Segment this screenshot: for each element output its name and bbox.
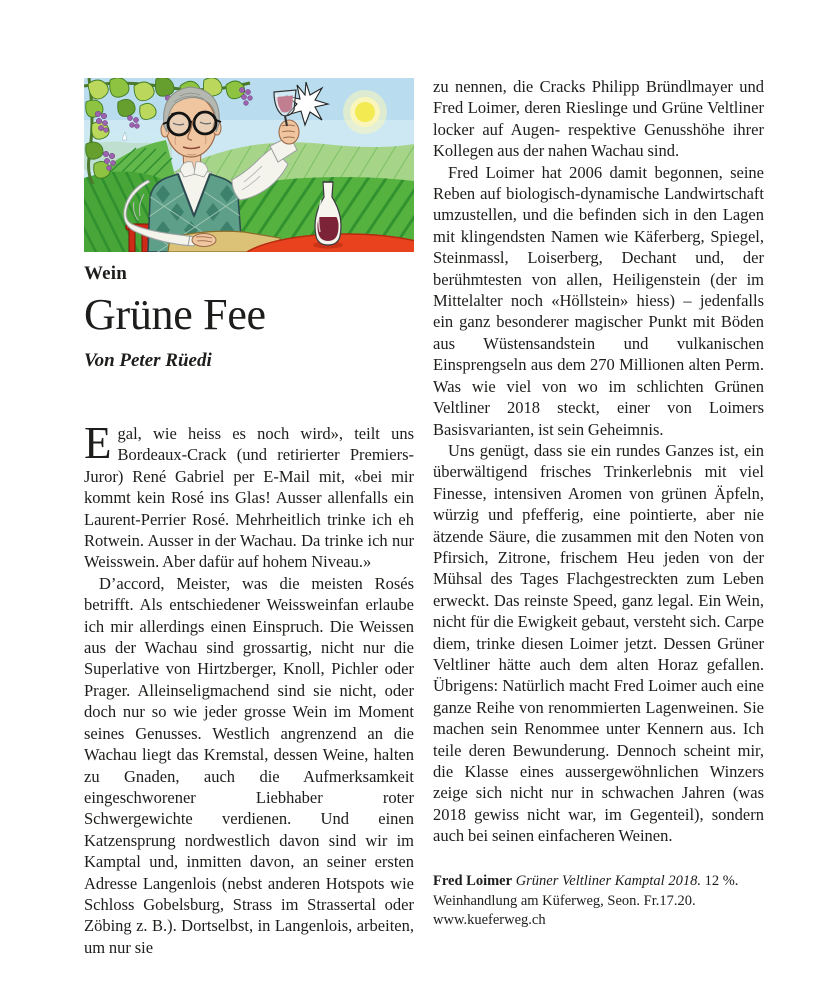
- paragraph-5: Uns genügt, dass sie ein rundes Ganzes ist, ein überwältigend frisches Trinkerlebnis mit viel Finesse, intensiven Aromen von grünen Äpfeln, würzig und pfefferig, eine pointierte, aber nie ätzende Säure, die zusammen mit den Noten von Pfirsich, Zitrone, frischem Heu jeden von der Mühsal des Tages Flachgestreckten zum Leben erweckt. Das reinste Speed, ganz legal. Ein Wein, nicht für die Ewigkeit gebaut, versteht sich. Carpe diem, trinke diesen Loimer jetzt. Dessen Grüner Veltliner hätte auch dem alten Horaz gefallen. Übrigens: Natürlich macht Fred Loimer auch eine ganze Reihe von renommierten Lagenweinen. Sie machen sein Renommee unter Kennern aus. Ich teile deren Bewunderung. Dennoch scheint mir, die Klasse eines aussergewöhnlichen Winzers zeige sich nicht nur in schwachen Jahren (was 2018 gewiss nicht war, im Gegenteil), sondern auch bei seinen einfacheren Weinen.: [433, 440, 764, 846]
- paragraph-1-text: gal, wie heiss es noch wird», teilt uns Bordeaux-Crack (und retirierter Premiers-Juror) René Gabriel per E-Mail mit, «bei mir kommt kein Rosé ins Glas! Ausser allenfalls ein Laurent-Perrier Rosé. Mehrheitlich trinke ich eh Rotwein. Ausser in der Wachau. Da trinke ich nur Weisswein. Aber dafür auf hohem Niveau.»: [84, 424, 414, 572]
- article-byline: Von Peter Rüedi: [84, 350, 212, 371]
- drop-cap: E: [84, 418, 112, 468]
- paragraph-2: D’accord, Meister, was die meisten Rosés betrifft. Als entschiedener Weissweinfan erlaube ich mir allerdings einen Einspruch. Die Weissen aus der Wachau sind grossartig, nicht nur die Superlative von Hirtzberger, Knoll, Pichler oder Prager. Alleinseligmachend sind sie nicht, oder doch nur so wie jeder grosse Wein im Moment seines Genusses. Westlich angrenzend an die Wachau liegt das Kremstal, dessen Weine, halten zu Gnaden, auch die Aufmerksamkeit eingeschworener Liebhaber roter Schwergewichte verdienen. Und einen Katzensprung nordwestlich davon sind wir im Kamptal und, inmitten davon, an seiner ersten Adresse Langenlois (nebst anderen Hotspots wie Schloss Gobelsburg, Strass im Strassertal oder Zöbing z. B.). Dortselbst, in Langenlois, arbeiten, um nur sie: [84, 573, 414, 957]
- vineyard-illustration: [84, 78, 414, 252]
- paragraph-4: Fred Loimer hat 2006 damit begonnen, seine Reben auf biologisch-dynamische Landwirtschaft umzustellen, und die befinden sich in den Lagen mit klingendsten Namen wie Käferberg, Spiegel, Steinmassl, Loiserberg, Dechant und, der berühmtesten von allen, Heiligenstein (der im Mittelalter noch «Höllstein» hiess) – jedenfalls ein ganz besonderer magischer Punkt mit Böden aus Wüstensandstein und vulkanischen Einsprengseln aus dem 270 Millionen alten Perm. Was wie viel von wo im schlichten Grünen Veltliner 2018 steckt, einer von Loimers Basisvarianten, ist sein Geheimnis.: [433, 162, 764, 439]
- paragraph-3: zu nennen, die Cracks Philipp Bründlmayer und Fred Loimer, deren Rieslinge und Grüne Veltliner locker auf Augen- respektive Genusshöhe ihrer Kollegen aus der nahen Wachau sind.: [433, 77, 764, 161]
- wine-alcohol: 12 %.: [704, 873, 739, 889]
- vineyard-illustration-svg: [84, 78, 414, 252]
- wine-seller: Weinhandlung am Küferweg, Seon. Fr.17.20.: [433, 892, 696, 909]
- paragraph-1: [84, 418, 414, 573]
- sun-icon: [343, 90, 387, 134]
- wine-name: Grüner Veltliner Kamptal 2018.: [515, 873, 701, 889]
- wine-producer: Fred Loimer: [433, 873, 513, 889]
- section-kicker: Wein: [84, 263, 128, 284]
- column-left: [84, 418, 414, 958]
- wine-info-footer: [433, 872, 764, 931]
- wine-info-line-1: [433, 872, 764, 892]
- wine-website: www.kueferweg.ch: [433, 912, 546, 928]
- column-right: [433, 76, 764, 847]
- article-title: Grüne Fee: [84, 290, 266, 339]
